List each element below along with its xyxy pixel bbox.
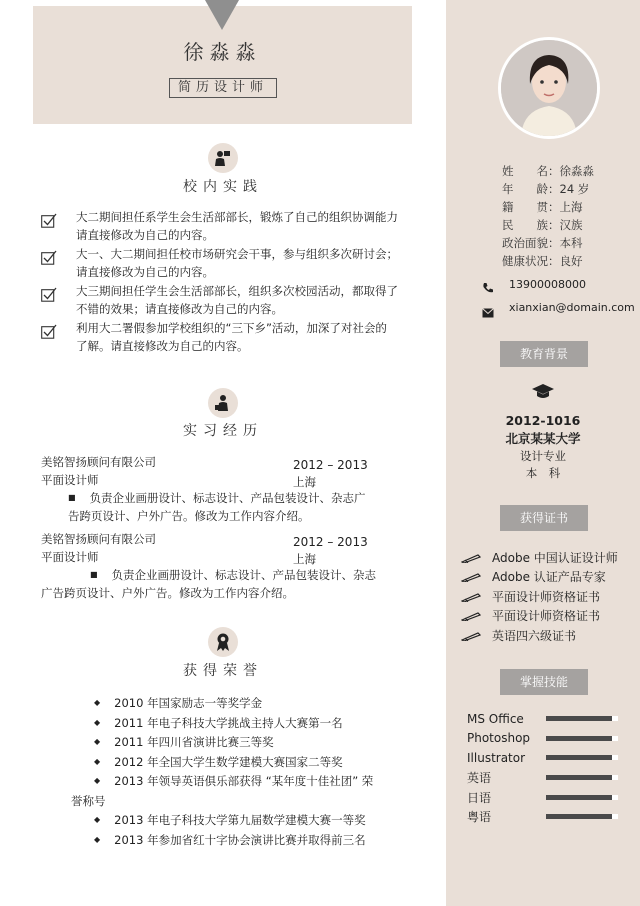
education-header: 教育背景 <box>500 341 588 367</box>
bullet-diamond-icon: ◆ <box>94 834 101 844</box>
job-period: 2012 – 2013 <box>293 535 368 549</box>
bullet-diamond-icon: ◆ <box>94 815 101 824</box>
skill-item: 粤语 <box>467 807 622 827</box>
pen-icon <box>461 572 481 582</box>
job-entry: 美铭智扬顾问有限公司 2012 – 2013 平面设计师 上海 ■ 负责企业画册设计、标志设计、产品包装设计、杂志 广告跨页设计、户外广告。修改为工作内容介绍。 <box>41 532 377 600</box>
bullet-diamond-icon: ◆ <box>94 698 101 707</box>
job-entry: 美铭智扬顾问有限公司 2012 – 2013 平面设计师 上海 ■ 负责企业画册设计、标志设计、产品包装设计、杂志广 告跨页设计、户外广告。修改为工作内容介绍。 <box>41 455 368 523</box>
skill-bar <box>546 755 618 760</box>
skill-bar <box>546 775 618 780</box>
checkbox-icon <box>41 287 57 302</box>
campus-section-title: 校内实践 <box>183 179 263 195</box>
honors-section-title: 获得荣誉 <box>183 663 263 679</box>
skill-item: Illustrator <box>467 748 622 768</box>
job-role: 平面设计师 <box>41 473 99 487</box>
education-years: 2012-1016 <box>505 413 581 428</box>
certificate-item: Adobe 中国认证设计师 <box>461 548 618 568</box>
job-company: 美铭智扬顾问有限公司 <box>41 532 156 546</box>
honor-item-wrap: 誉称号 <box>71 793 106 808</box>
education-block <box>466 412 620 482</box>
education-major: 设计专业 <box>520 449 566 463</box>
certificates-list <box>461 548 618 646</box>
pen-icon <box>461 611 481 621</box>
campus-list <box>41 208 411 356</box>
honors-list <box>71 694 411 850</box>
education-degree: 本 科 <box>525 466 561 480</box>
internship-section-title: 实习经历 <box>183 423 263 439</box>
job-title: 简历设计师 <box>169 78 277 98</box>
certificate-item: Adobe 认证产品专家 <box>461 568 618 588</box>
profile-info <box>502 162 594 270</box>
skills-list <box>467 709 622 827</box>
job-role: 平面设计师 <box>41 550 99 564</box>
job-city: 上海 <box>293 475 316 489</box>
bullet-diamond-icon: ◆ <box>94 737 101 746</box>
certificate-item: 平面设计师资格证书 <box>461 607 618 627</box>
profile-row: 姓 名：徐淼淼 <box>502 164 594 178</box>
bullet-diamond-icon: ◆ <box>94 717 101 727</box>
campus-item: 大三期间担任学生会生活部部长，组织多次校园活动，都取得了 不错的效果；请直接修改为自己的内容。 <box>41 282 411 319</box>
campus-section-icon <box>208 143 238 173</box>
header-triangle <box>205 0 239 30</box>
candidate-name: 徐淼淼 <box>183 40 262 64</box>
phone-number: 13900008000 <box>509 278 586 291</box>
checkbox-icon <box>41 250 57 265</box>
skill-bar <box>546 736 618 741</box>
skill-bar <box>546 814 618 819</box>
certificates-header: 获得证书 <box>500 505 588 531</box>
skill-item: 英语 <box>467 768 622 788</box>
pen-icon <box>461 631 481 641</box>
skill-item: Photoshop <box>467 729 622 749</box>
honor-item: ◆ 2013 年电子科技大学第九届数学建模大赛一等奖 <box>94 813 366 827</box>
profile-photo <box>498 37 600 139</box>
campus-item: 大二期间担任系学生会生活部部长，锻炼了自己的组织协调能力 请直接修改为自己的内容。 <box>41 208 411 245</box>
pen-icon <box>461 553 481 563</box>
profile-row: 年 龄：24 岁 <box>502 182 590 196</box>
email-icon <box>482 303 494 322</box>
skill-item: 日语 <box>467 787 622 807</box>
education-school: 北京某某大学 <box>505 431 581 446</box>
internship-section-icon <box>208 388 238 418</box>
phone-icon <box>482 279 494 298</box>
honor-item: ◆ 2013 年领导英语俱乐部获得 “某年度十佳社团” 荣 <box>94 774 374 788</box>
job-period: 2012 – 2013 <box>293 458 368 472</box>
pen-icon <box>461 592 481 602</box>
profile-row: 政治面貌：本科 <box>502 236 583 250</box>
honor-item: ◆ 2011 年四川省演讲比赛三等奖 <box>94 735 274 749</box>
bullet-diamond-icon: ◆ <box>94 776 101 785</box>
graduation-cap-icon <box>531 383 555 405</box>
checkbox-icon <box>41 213 57 228</box>
job-company: 美铭智扬顾问有限公司 <box>41 455 156 469</box>
honor-item: ◆ 2013 年参加省红十字协会演讲比赛并取得前三名 <box>94 832 366 847</box>
skill-bar <box>546 795 618 800</box>
profile-row: 籍 贯：上海 <box>502 200 583 214</box>
bullet-diamond-icon: ◆ <box>94 756 101 766</box>
honor-item: ◆ 2012 年全国大学生数学建模大赛国家二等奖 <box>94 754 343 769</box>
skill-item: MS Office <box>467 709 622 729</box>
profile-row: 健康状况：良好 <box>502 254 583 268</box>
job-city: 上海 <box>293 552 316 566</box>
bullet-square-icon: ■ <box>90 570 98 579</box>
skill-bar <box>546 716 618 721</box>
bullet-square-icon: ■ <box>68 493 76 502</box>
honors-section-icon <box>208 627 238 657</box>
skills-header: 掌握技能 <box>500 669 588 695</box>
certificate-item: 英语四六级证书 <box>461 626 618 646</box>
email-address: xianxian@domain.com <box>509 301 635 314</box>
campus-item: 大一、大二期间担任校市场研究会干事，参与组织多次研讨会； 请直接修改为自己的内容。 <box>41 245 411 282</box>
checkbox-icon <box>41 324 57 339</box>
profile-row: 民 族：汉族 <box>502 218 583 232</box>
certificate-item: 平面设计师资格证书 <box>461 587 618 607</box>
campus-item: 利用大二署假参加学校组织的“三下乡”活动，加深了对社会的 了解。请直接修改为自己的内容。 <box>41 319 411 356</box>
honor-item: ◆ 2011 年电子科技大学挑战主持人大赛第一名 <box>94 715 343 730</box>
honor-item: ◆ 2010 年国家励志一等奖学金 <box>94 696 263 710</box>
